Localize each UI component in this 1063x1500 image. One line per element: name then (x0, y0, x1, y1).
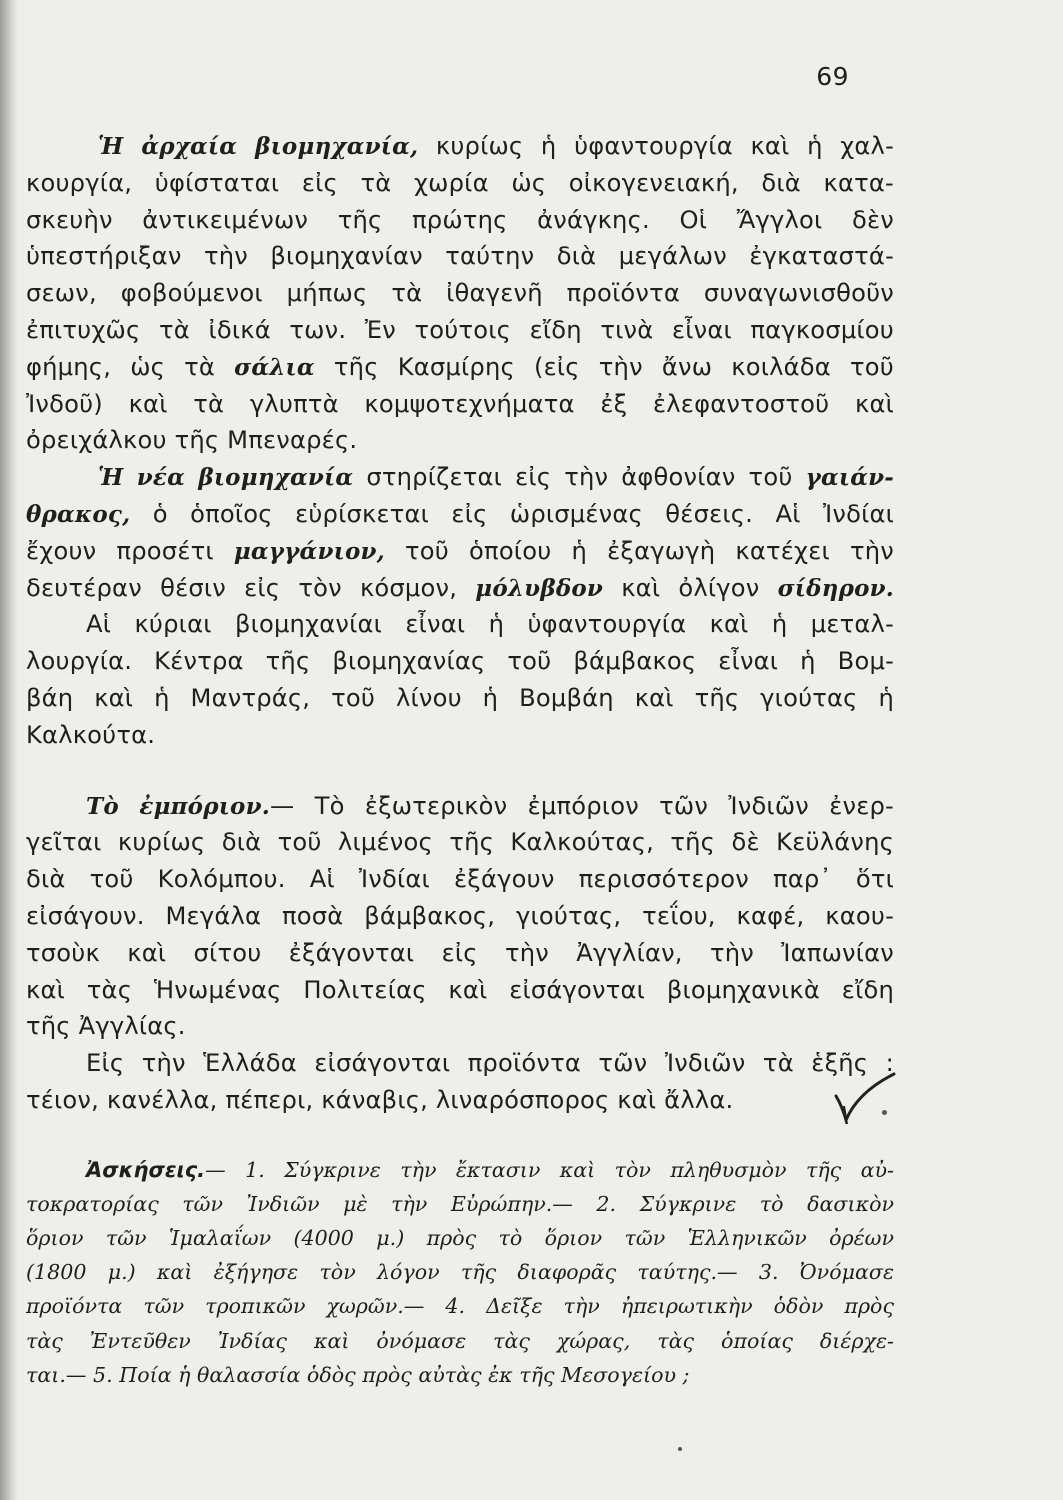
exercise-line: τὰς Ἐντεῦθεν Ἰνδίας καὶ ὀνόμασε τὰς χώρας, τὰς ὁποίας διέρχε- (26, 1328, 894, 1353)
text-line: λουργία. Κέντρα τῆς βιομηχανίας τοῦ βάμβακος εἶναι ἡ Βομ- (26, 647, 894, 676)
spacer (26, 1119, 894, 1153)
text-line: Αἱ κύριαι βιομηχανίαι εἶναι ἡ ὑφαντουργία καὶ ἡ μεταλ- (86, 610, 894, 639)
paragraph-new-industry (26, 459, 894, 606)
exercises-block (26, 1153, 894, 1392)
text-line: φήμης, ὡς τὰ σάλια τῆς Κασμίρης (εἰς τὴν ἄνω κοιλάδα τοῦ (26, 352, 894, 381)
text-line: εἰσάγουν. Μεγάλα ποσὰ βάμβακος, γιούτας, τεΐου, καφέ, καου- (26, 901, 894, 930)
term-coal: γαιάν- (805, 464, 894, 492)
term-lead: μόλυβδον (475, 574, 604, 602)
text-line: ἐπιτυχῶς τὰ ἰδικά των. Ἐν τούτοις εἴδη τινὰ εἶναι παγκοσμίου (26, 315, 894, 344)
page-number: 69 (816, 62, 849, 91)
ink-speck (882, 1110, 887, 1115)
term-salia: σάλια (234, 353, 315, 381)
term-manganese: μαγγάνιον, (233, 537, 385, 565)
exercise-line: Ἀσκήσεις.— 1. Σύγκρινε τὴν ἔκτασιν καὶ τὸν πληθυσμὸν τῆς αὐ- (86, 1157, 894, 1182)
text-line: Ἡ ἀρχαία βιομηχανία, κυρίως ἡ ὑφαντουργία καὶ ἡ χαλ- (98, 132, 894, 160)
exercise-line: (1800 μ.) καὶ ἐξήγησε τὸν λόγον τῆς διαφορᾶς ταύτης.— 3. Ὀνόμασε (26, 1260, 894, 1285)
text-line: σεων, φοβούμενοι μήπως τὰ ἰθαγενῆ προϊόντα συναγωνισθοῦν (26, 279, 894, 308)
text-line: ὀρειχάλκου τῆς Μπεναρές. (26, 426, 358, 455)
paragraph-greece-imports (26, 1045, 894, 1119)
paragraph-main-industries (26, 606, 894, 753)
page-binding-edge (0, 0, 18, 1500)
paragraph-old-industry (26, 128, 894, 459)
exercises-heading: Ἀσκήσεις. (86, 1157, 206, 1182)
text-line: γεῖται κυρίως διὰ τοῦ λιμένος τῆς Καλκούτας, τῆς δὲ Κεϋλάνης (26, 828, 894, 857)
exercise-line: ὅριον τῶν Ἱμαλαΐων (4000 μ.) πρὸς τὸ ὅριον τῶν Ἑλληνικῶν ὀρέων (26, 1226, 894, 1251)
exercise-line: τοκρατορίας τῶν Ἰνδιῶν μὲ τὴν Εὐρώπην.— 2. Σύγκρινε τὸ δασικὸν (26, 1191, 894, 1216)
text-line: διὰ τοῦ Κολόμπου. Αἱ Ἰνδίαι ἐξάγουν περισσότερον παρ᾽ ὅτι (26, 865, 894, 894)
text-line: κουργία, ὑφίσταται εἰς τὰ χωρία ὡς οἰκογενειακή, διὰ κατα- (26, 168, 894, 197)
paragraph-trade (26, 788, 894, 1046)
heading-old-industry: Ἡ ἀρχαία βιομηχανία, (98, 133, 419, 160)
text-line: θρακος, ὁ ὁποῖος εὑρίσκεται εἰς ὡρισμένας θέσεις. Αἱ Ἰνδίαι (26, 499, 894, 528)
text-line: Εἰς τὴν Ἑλλάδα εἰσάγονται προϊόντα τῶν Ἰνδιῶν τὰ ἑξῆς : (86, 1049, 894, 1078)
handwritten-check-mark (830, 1066, 900, 1126)
term-iron: σίδηρον. (777, 574, 894, 602)
heading-trade: Τὸ ἐμπόριον. (86, 792, 270, 820)
text-line: τέιον, κανέλλα, πέπερι, κάναβις, λιναρόσπορος καὶ ἄλλα. (26, 1085, 734, 1114)
text-line: ἔχουν προσέτι μαγγάνιον, τοῦ ὁποίου ἡ ἐξαγωγὴ κατέχει τὴν (26, 536, 894, 565)
spacer (26, 754, 894, 788)
text-line: Ἰνδοῦ) καὶ τὰ γλυπτὰ κομψοτεχνήματα ἐξ ἐλεφαντοστοῦ καὶ (26, 389, 894, 418)
text-line: τσοὺκ καὶ σίτου ἐξάγονται εἰς τὴν Ἀγγλίαν, τὴν Ἰαπωνίαν (26, 938, 894, 967)
ink-speck (678, 1447, 682, 1451)
text-line: βάη καὶ ἡ Μαντράς, τοῦ λίνου ἡ Βομβάη καὶ τῆς γιούτας ἡ (26, 683, 894, 712)
text-line: καὶ τὰς Ἡνωμένας Πολιτείας καὶ εἰσάγονται βιομηχανικὰ εἴδη (26, 975, 894, 1004)
text-line: Τὸ ἐμπόριον.— Τὸ ἐξωτερικὸν ἐμπόριον τῶν Ἰνδιῶν ἐνερ- (86, 791, 894, 820)
text-line: ὑπεστήριξαν τὴν βιομηχανίαν ταύτην διὰ μεγάλων ἐγκαταστά- (26, 242, 894, 271)
text-line: Καλκούτα. (26, 720, 156, 749)
text-line: τῆς Ἀγγλίας. (26, 1012, 186, 1041)
text-line: Ἡ νέα βιομηχανία στηρίζεται εἰς τὴν ἀφθονίαν τοῦ γαιάν- (98, 463, 894, 492)
body-text (26, 128, 894, 1392)
exercise-line: ται.— 5. Ποία ἡ θαλασσία ὁδὸς πρὸς αὐτὰς ἐκ τῆς Μεσογείου ; (26, 1362, 690, 1387)
heading-new-industry: Ἡ νέα βιομηχανία (98, 464, 354, 492)
text-line: σκευὴν ἀντικειμένων τῆς πρώτης ἀνάγκης. Οἱ Ἄγγλοι δὲν (26, 205, 894, 234)
exercise-line: προϊόντα τῶν τροπικῶν χωρῶν.— 4. Δεῖξε τὴν ἠπειρωτικὴν ὁδὸν πρὸς (26, 1294, 894, 1319)
text-line: δευτέραν θέσιν εἰς τὸν κόσμον, μόλυβδον καὶ ὀλίγον σίδηρον. (26, 573, 894, 602)
